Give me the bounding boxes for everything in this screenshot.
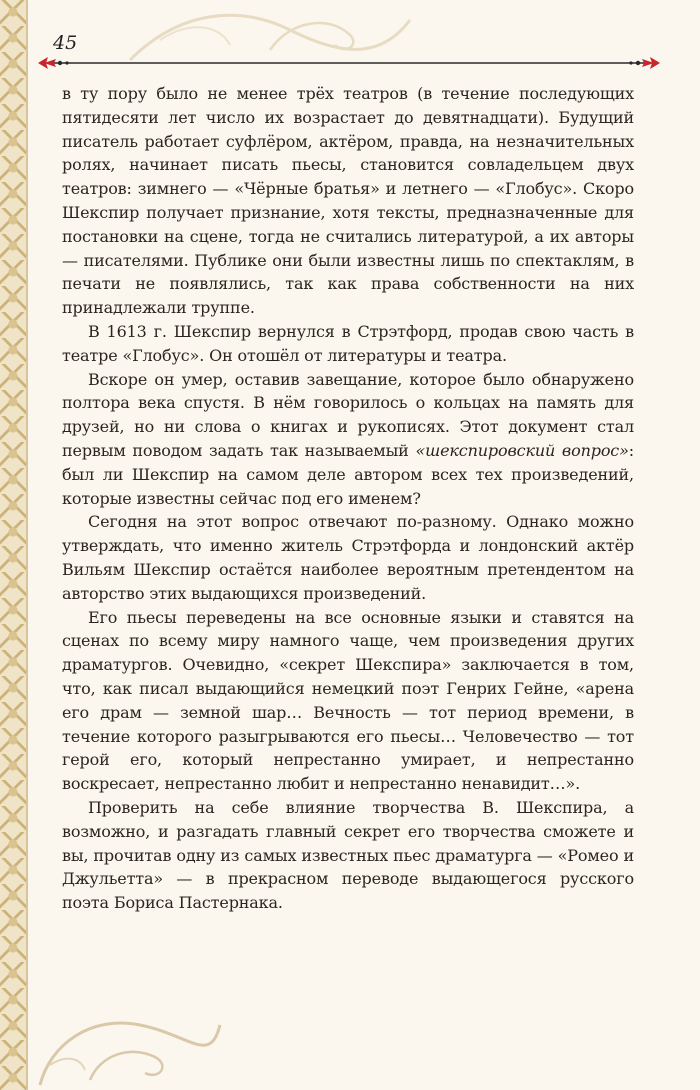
paragraph-3-before: Вскоре он умер, оставив завещание, которое было обнаружено полтора века спустя. В нём говорилось о кольцах на память для друзей, но ни слова о книгах и рукописях. Этот документ стал первым поводом задать так называемый (62, 369, 634, 460)
paragraph-4: Сегодня на этот вопрос отвечают по-разному. Однако можно утверждать, что именно житель Стрэтфорда и лондонский актёр Вильям Шекспир остаётся наиболее вероятным претендентом на авторство этих выдающихся произведений. (62, 512, 634, 603)
paragraph-1: в ту пору было не менее трёх театров (в течение последующих пятидесяти лет число их возрастает до девятнадцати). Будущий писатель работает суфлёром, актёром, правда, на незначительных ролях, начинает писать пьесы, становится совладельцем двух театров: зимнего — «Чёрные братья» и летнего — «Глобус». Скоро Шекспир получает признание, хотя тексты, предназначенные для постановки на сцене, тогда не считались литературой, а их авторы — писателями. Публике они были известны лишь по спектаклям, в печати не появлялись, так как права собственности на них принадлежали труппе. (62, 84, 634, 318)
body-text (62, 82, 634, 915)
paragraph-3 (62, 368, 634, 511)
header-ornament-rule (36, 48, 662, 78)
decorative-swirl-bottom (30, 985, 230, 1090)
page-number: 45 (53, 32, 78, 54)
decorative-left-border (0, 0, 28, 1090)
paragraph-3-after: : был ли Шекспир на самом деле автором всех тех произведений, которые известны сейчас под его именем? (62, 440, 634, 508)
paragraph-2: В 1613 г. Шекспир вернулся в Стрэтфорд, продав свою часть в театре «Глобус». Он отошёл от литературы и театра. (62, 321, 634, 365)
paragraph-6: Проверить на себе влияние творчества В. Шекспира, а возможно, и разгадать главный секрет его творчества сможете и вы, прочитав одну из самых известных пьес драматурга — «Ромео и Джульетта» — в прекрасном переводе выдающегося русского поэта Бориса Пастернака. (62, 797, 634, 913)
shakespeare-question-emphasis: «шекспировский вопрос» (415, 440, 629, 460)
paragraph-5: Его пьесы переведены на все основные языки и ставятся на сценах по всему миру намного чаще, чем произведения других драматургов. Очевидно, «секрет Шекспира» заключается в том, что, как писал выдающийся немецкий поэт Генрих Гейне, «арена его драм — земной шар… Вечность — тот период времени, в течение которого разыгрываются его пьесы… Человечество — тот герой его, который непрестанно умирает, и непрестанно воскресает, непрестанно любит и непрестанно ненавидит…». (62, 607, 634, 794)
